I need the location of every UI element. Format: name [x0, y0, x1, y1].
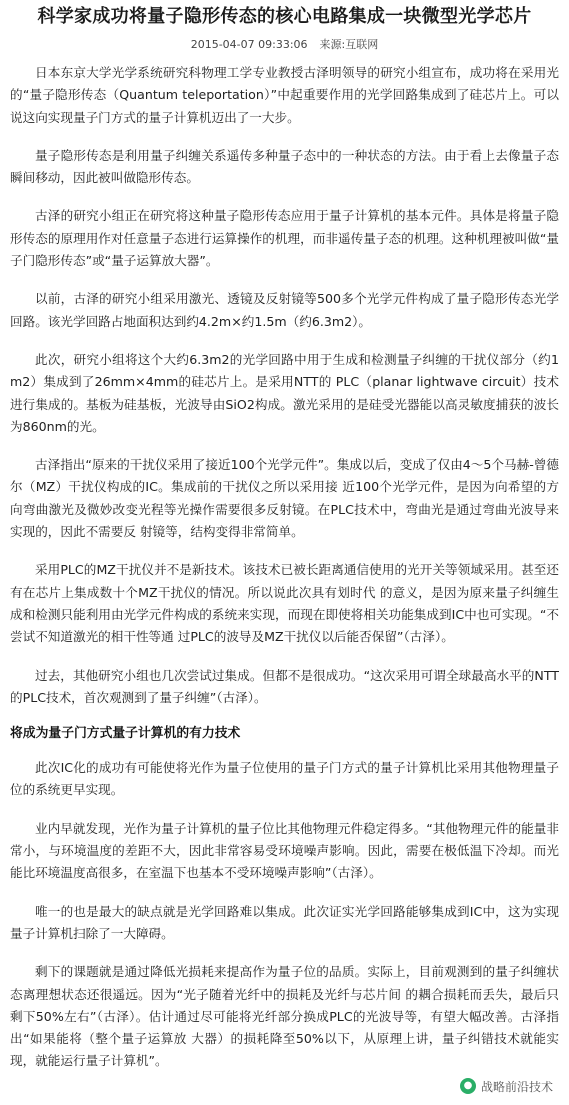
source-watermark — [456, 1075, 557, 1097]
article-paragraph: 古泽的研究小组正在研究将这种量子隐形传态应用于量子计算机的基本元件。具体是将量子隐形传态的原理用作对任意量子态进行运算操作的机理，而非遥传量子态的机理。这种机理被叫做“量子门隐形传态”或“量子运算放大器”。 — [10, 208, 559, 269]
article-source: 来源:互联网 — [319, 38, 379, 51]
article-title: 科学家成功将量子隐形传态的核心电路集成一块微型光学芯片 — [37, 6, 532, 27]
article-paragraph: 唯一的也是最大的缺点就是光学回路难以集成。此次证实光学回路能够集成到IC中，这为实现量子计算机扫除了一大障碍。 — [10, 903, 559, 941]
article-meta — [10, 38, 559, 52]
article-paragraph: 采用PLC的MZ干扰仪并不是新技术。该技术已被长距离通信使用的光开关等领域采用。甚至还有在芯片上集成数十个MZ干扰仪的情况。所以说此次具有划时代 的意义，是因为原来量子纠缠生成和检测只能利用由光学元件构成的系统来实现，而现在即使将相关功能集成到IC中也可实现。“不尝试不知道激光的相干性等通 过PLC的波导及MZ干扰仪以后能否保留”（古泽）。 — [10, 562, 559, 645]
article-paragraph: 以前，古泽的研究小组采用激光、透镜及反射镜等500多个光学元件构成了量子隐形传态光学回路。该光学回路占地面积达到约4.2m×约1.5m（约6.3m2）。 — [10, 291, 559, 329]
wechat-icon: ● — [460, 1078, 476, 1094]
publish-date: 2015-04-07 09:33:06 — [190, 38, 308, 51]
article-paragraph: 此次，研究小组将这个大约6.3m2的光学回路中用于生成和检测量子纠缠的干扰仪部分（约1m2）集成到了26mm×4mm的硅芯片上。是采用NTT的 PLC（planar lightwave circuit）技术进行集成的。基板为硅基板，光波导由SiO2构成。激光采用的是硅受光器能以高灵敏度捕获的波长为860nm的光。 — [10, 351, 559, 434]
article-paragraph: 日本东京大学光学系统研究科物理工学专业教授古泽明领导的研究小组宣布，成功将在采用光的“量子隐形传态（Quantum teleportation）”中起重要作用的光学回路集成到了硅芯片上。可以说这向实现量子门方式的量子计算机迈出了一大步。 — [10, 65, 559, 125]
watermark-text: 战略前沿技术 — [480, 1079, 553, 1094]
article-paragraph: 业内早就发现，光作为量子计算机的量子位比其他物理元件稳定得多。“其他物理元件的能量非常小，与环境温度的差距不大，因此非常容易受环境噪声影响。因此，需要在极低温下冷却。而光能比环境温度高很多，在室温下也基本不受环境噪声影响”（古泽）。 — [10, 820, 559, 881]
article-paragraph: 剩下的课题就是通过降低光损耗来提高作为量子位的品质。实际上，目前观测到的量子纠缠状态离理想状态还很遥远。因为“光子随着光纤中的损耗及光纤与芯片间 的耦合损耗而丢失，最后只剩下50%左右”（古泽）。估计通过尽可能将光纤部分换成PLC的光波导等，有望大幅改善。古泽指出“如果能将（整个量子运算放 大器）的损耗降至50%以下，从原理上讲，量子纠错技术就能实现，就能运行量子计算机”。 — [10, 964, 559, 1069]
article-body-part-1 — [10, 62, 559, 709]
article-body-part-2 — [10, 757, 559, 1073]
section-heading: 将成为量子门方式量子计算机的有力技术 — [10, 726, 241, 742]
article-paragraph: 此次IC化的成功有可能使将光作为量子位使用的量子门方式的量子计算机比采用其他物理量子位的系统更早实现。 — [10, 760, 559, 798]
article-paragraph: 量子隐形传态是利用量子纠缠关系遥传多种量子态中的一种状态的方法。由于看上去像量子态瞬间移动，因此被叫做隐形传态。 — [10, 147, 559, 186]
article-paragraph: 古泽指出“原来的干扰仪采用了接近100个光学元件”。集成以后，变成了仅由4～5个马赫-曾德尔（MZ）干扰仪构成的IC。集成前的干扰仪之所以采用接 近100个光学元件，是因为向希望的方向弯曲激光及微妙改变光程等光操作需要很多反射镜。在PLC技术中，弯曲光是通过弯曲光波导来实现的，因此不需要反 射镜等，结构变得非常简单。 — [10, 457, 559, 540]
article-paragraph: 过去，其他研究小组也几次尝试过集成。但都不是很成功。“这次采用可谓全球最高水平的NTT的PLC技术，首次观测到了量子纠缠”（古泽）。 — [10, 667, 559, 705]
